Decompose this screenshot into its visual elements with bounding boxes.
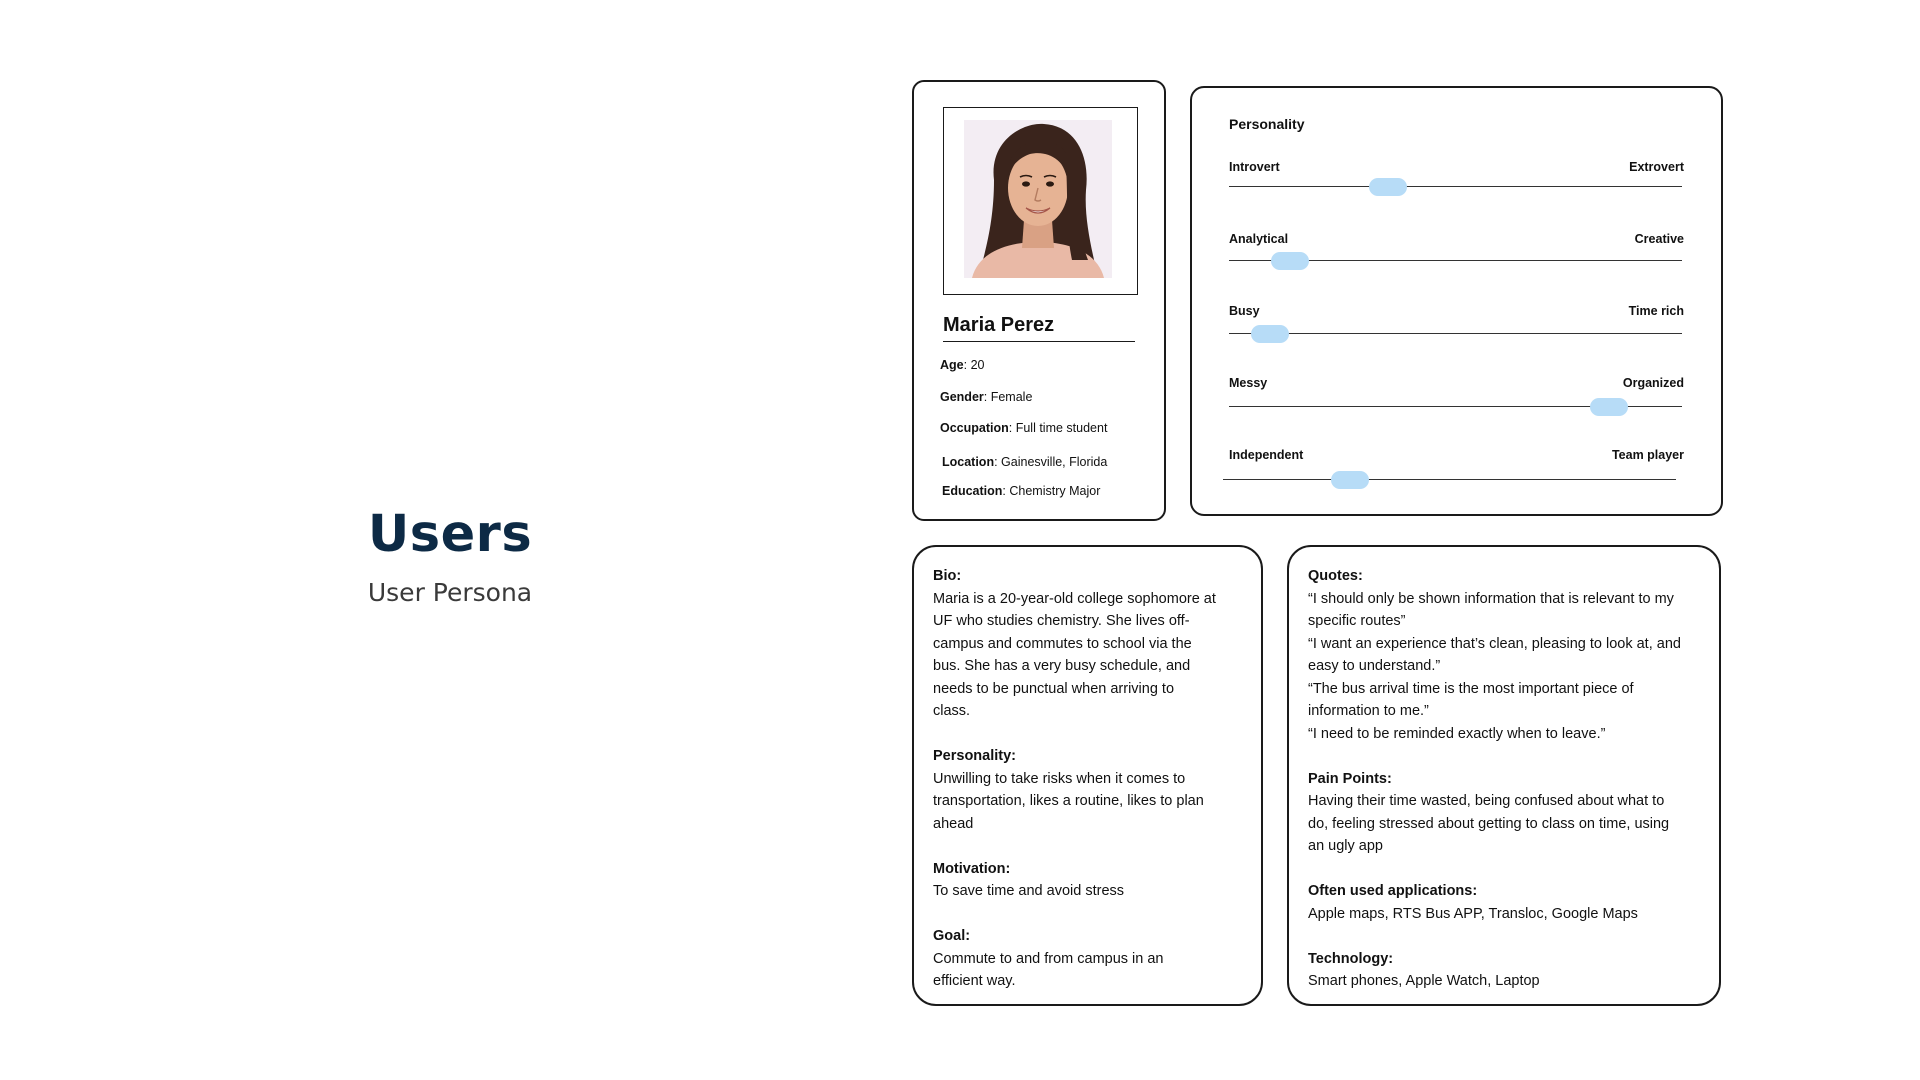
bio-card: [912, 545, 1263, 1006]
fact-gender: Gender: Female: [940, 390, 1033, 404]
motivation-section: Motivation: To save time and avoid stress: [933, 860, 1125, 899]
photo-frame: [943, 107, 1138, 295]
scale-right-label: Organized: [1622, 376, 1684, 390]
scale-busy-timerich: [1229, 304, 1684, 354]
scale-analytical-creative: [1229, 232, 1684, 282]
bio-section: Bio: Maria is a 20-year-old college sophomore at UF who studies chemistry. She lives off- campus and commutes to school via the bus. She has a very busy schedule, and needs to be punctual when arriving to class.: [933, 568, 1216, 719]
scale-track: [1229, 333, 1682, 334]
personality-section: Personality: Unwilling to take risks when it comes to transportation, likes a routine, likes to plan ahead: [933, 748, 1204, 832]
bio-text: [933, 565, 1243, 1015]
page-heading: [300, 505, 600, 607]
scale-left-label: Busy: [1229, 304, 1260, 318]
scale-track: [1223, 479, 1676, 480]
pain-points-section: Pain Points: Having their time wasted, being confused about what to do, feeling stressed about getting to class on time, using an ugly app: [1308, 770, 1670, 854]
scale-track: [1229, 186, 1682, 187]
scale-independent-teamplayer: [1223, 448, 1684, 498]
persona-photo: [964, 120, 1112, 278]
persona-name: Maria Perez: [943, 314, 1135, 342]
persona-photo-icon: [964, 120, 1112, 278]
page-title: Users: [367, 505, 533, 564]
personality-card: [1190, 86, 1723, 516]
scale-left-label: Introvert: [1229, 160, 1280, 174]
quotes-section: Quotes: “I should only be shown information that is relevant to my specific routes” “I want an experience that’s clean, pleasing to look at, and easy to understand.” “The bus arrival time is the most important piece of information to me.” “I need to be reminded exactly when to leave.”: [1308, 568, 1681, 742]
scale-thumb[interactable]: [1271, 252, 1309, 270]
personality-title: Personality: [1229, 116, 1305, 132]
quotes-text: [1308, 565, 1708, 1015]
fact-occupation: Occupation: Full time student: [940, 421, 1108, 435]
applications-section: Often used applications: Apple maps, RTS Bus APP, Transloc, Google Maps: [1308, 883, 1638, 922]
technology-section: Technology: Smart phones, Apple Watch, Laptop: [1308, 950, 1540, 989]
scale-thumb[interactable]: [1251, 325, 1289, 343]
scale-right-label: Team player: [1611, 448, 1684, 462]
fact-education: Education: Chemistry Major: [942, 484, 1101, 498]
scale-right-label: Extrovert: [1629, 160, 1684, 174]
fact-location: Location: Gainesville, Florida: [942, 455, 1108, 469]
quotes-card: [1287, 545, 1721, 1006]
fact-age: Age: 20: [940, 358, 985, 372]
goal-section: Goal: Commute to and from campus in an efficient way.: [933, 928, 1164, 989]
scale-left-label: Analytical: [1229, 232, 1289, 246]
scale-introvert-extrovert: [1229, 160, 1684, 210]
scale-left-label: Independent: [1229, 448, 1304, 462]
scale-thumb[interactable]: [1331, 471, 1369, 489]
page-subtitle: User Persona: [367, 578, 533, 607]
profile-card: [912, 80, 1166, 521]
scale-messy-organized: [1229, 376, 1684, 426]
scale-thumb[interactable]: [1369, 178, 1407, 196]
scale-thumb[interactable]: [1590, 398, 1628, 416]
scale-right-label: Time rich: [1628, 304, 1684, 318]
scale-right-label: Creative: [1634, 232, 1684, 246]
scale-left-label: Messy: [1229, 376, 1268, 390]
